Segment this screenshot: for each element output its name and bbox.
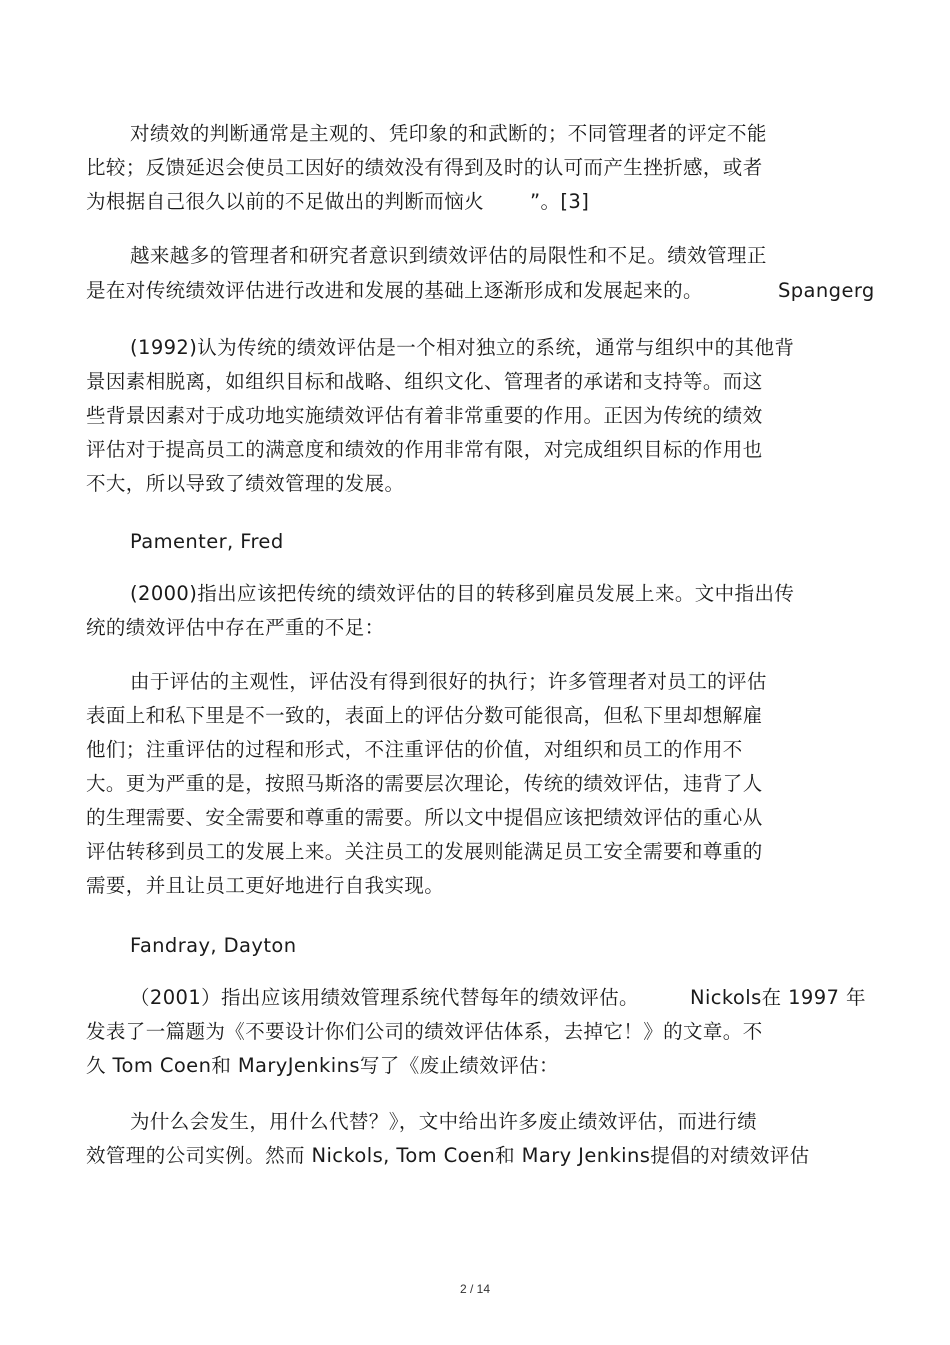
text-line: 久 Tom Coen和 MaryJenkins写了《废止绩效评估： xyxy=(86,1054,559,1077)
text-line: Nickols在 1997 年 xyxy=(690,986,866,1009)
text-line: 表面上和私下里是不一致的，表面上的评估分数可能很高，但私下里却想解雇 xyxy=(86,704,763,727)
text-line: 对绩效的判断通常是主观的、凭印象的和武断的；不同管理者的评定不能 xyxy=(130,122,767,145)
text-line: 景因素相脱离，如组织目标和战略、组织文化、管理者的承诺和支持等。而这 xyxy=(86,370,763,393)
text-line: 的生理需要、安全需要和尊重的需要。所以文中提倡应该把绩效评估的重心从 xyxy=(86,806,763,829)
text-line: 些背景因素对于成功地实施绩效评估有着非常重要的作用。正因为传统的绩效 xyxy=(86,404,763,427)
text-line: 评估转移到员工的发展上来。关注员工的发展则能满足员工安全需要和尊重的 xyxy=(86,840,763,863)
text-line: Fandray, Dayton xyxy=(130,934,297,957)
text-line: 不大，所以导致了绩效管理的发展。 xyxy=(86,472,405,495)
text-line: 由于评估的主观性，评估没有得到很好的执行；许多管理者对员工的评估 xyxy=(130,670,767,693)
text-line: Spangerg xyxy=(778,279,875,302)
text-line: 是在对传统绩效评估进行改进和发展的基础上逐渐形成和发展起来的。 xyxy=(86,279,703,302)
text-line: 比较；反馈延迟会使员工因好的绩效没有得到及时的认可而产生挫折感，或者 xyxy=(86,156,763,179)
text-line: 为什么会发生，用什么代替？》，文中给出许多废止绩效评估，而进行绩 xyxy=(130,1110,758,1133)
text-line: （2001）指出应该用绩效管理系统代替每年的绩效评估。 xyxy=(130,986,639,1009)
text-line: 为根据自己很久以前的不足做出的判断而恼火 xyxy=(86,190,485,213)
text-line: 大。更为严重的是，按照马斯洛的需要层次理论，传统的绩效评估，违背了人 xyxy=(86,772,763,795)
text-line: 发表了一篇题为《不要设计你们公司的绩效评估体系，去掉它！》的文章。不 xyxy=(86,1020,763,1043)
text-line: ”。[3] xyxy=(530,190,590,213)
text-line: Pamenter, Fred xyxy=(130,530,284,553)
text-line: 需要，并且让员工更好地进行自我实现。 xyxy=(86,874,445,897)
text-line: (2000)指出应该把传统的绩效评估的目的转移到雇员发展上来。文中指出传 xyxy=(130,582,795,605)
text-line: 评估对于提高员工的满意度和绩效的作用非常有限，对完成组织目标的作用也 xyxy=(86,438,763,461)
page-number: 2 / 14 xyxy=(459,1282,491,1296)
text-line: 效管理的公司实例。然而 Nickols, Tom Coen和 Mary Jenkins提倡的对绩效评估 xyxy=(86,1144,810,1167)
text-line: (1992)认为传统的绩效评估是一个相对独立的系统，通常与组织中的其他背 xyxy=(130,336,795,359)
text-line: 越来越多的管理者和研究者意识到绩效评估的局限性和不足。绩效管理正 xyxy=(130,244,767,267)
text-line: 他们；注重评估的过程和形式，不注重评估的价值，对组织和员工的作用不 xyxy=(86,738,743,761)
text-line: 统的绩效评估中存在严重的不足： xyxy=(86,616,385,639)
